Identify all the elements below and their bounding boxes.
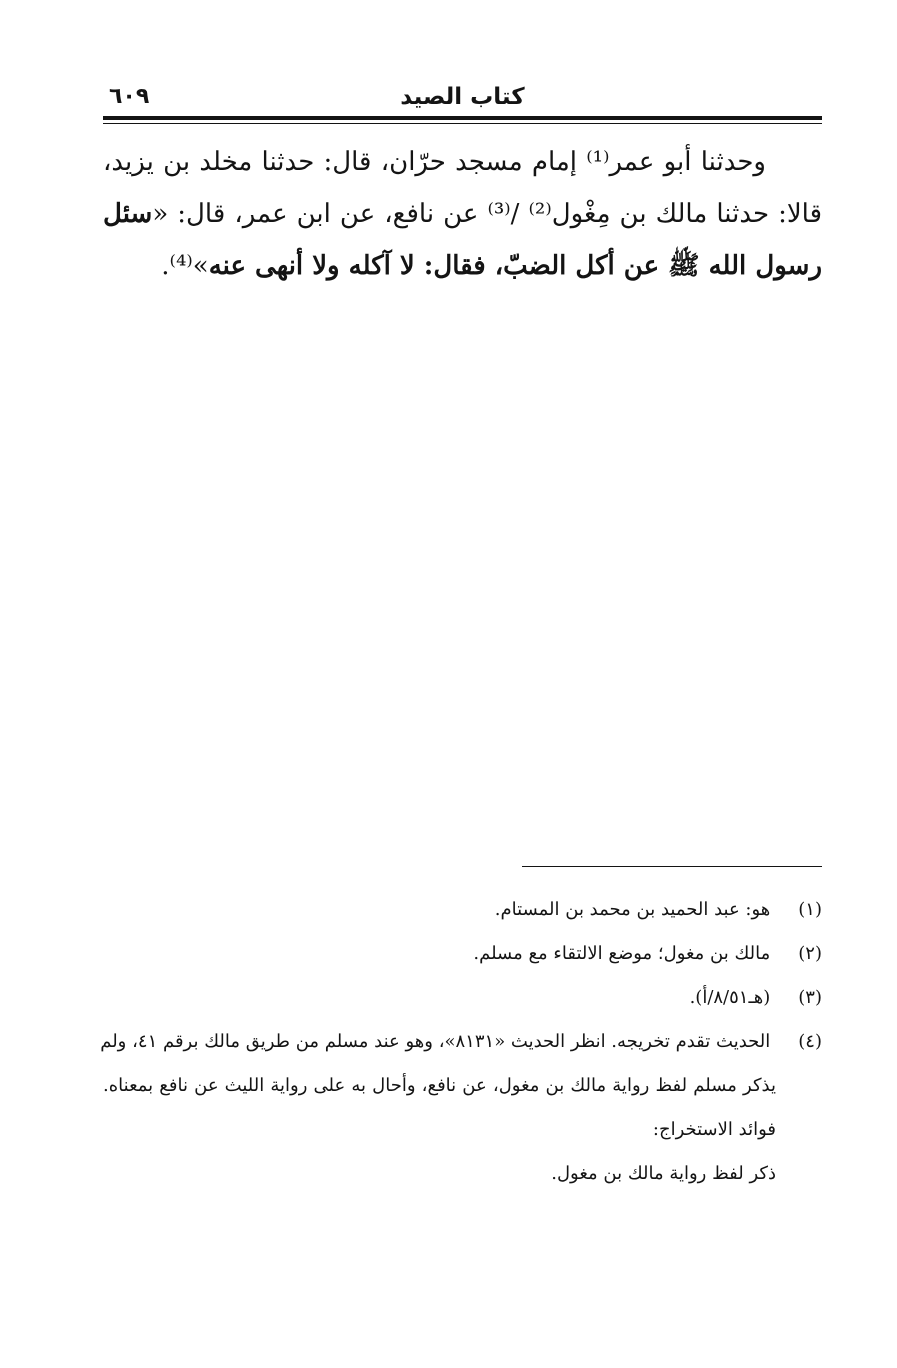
page-number: ٦٠٩ <box>109 84 150 109</box>
footnote-4-continuation-2: فوائد الاستخراج: <box>652 1119 776 1140</box>
footnote-4-continuation-3: ذكر لفظ رواية مالك بن مغول. <box>551 1163 776 1184</box>
header-rule-thick <box>103 116 822 120</box>
hadith-text: رسول الله ﷺ عن أكل الضبّ، فقال: لا آكله ولا أنهى عنه <box>208 251 822 281</box>
main-line-3-end: »⁽⁴⁾. <box>161 251 209 281</box>
footnote-text: هو: عبد الحميد بن محمد بن المستام. <box>494 899 771 920</box>
footnote-number: (٤) <box>798 1031 822 1052</box>
main-line-2-bold: سئل <box>103 199 153 229</box>
footnote-text: (هـ٨/٥١/أ). <box>689 987 771 1008</box>
main-line-3 <box>103 240 822 292</box>
main-line-2 <box>103 188 822 240</box>
footnote-3 <box>103 976 822 1020</box>
footnote-number: (٢) <box>798 943 822 964</box>
main-text <box>103 136 822 292</box>
footnote-text: الحديث تقدم تخريجه. انظر الحديث «٨١٣١»، وهو عند مسلم من طريق مالك برقم ٤١، ولم <box>100 1031 771 1052</box>
footnotes <box>100 888 822 1196</box>
footnote-4 <box>100 1020 822 1064</box>
main-line-1: وحدثنا أبو عمر⁽¹⁾ إمام مسجد حرّان، قال: حدثنا مخلد بن يزيد، <box>103 147 766 177</box>
page-header <box>103 80 822 120</box>
footnote-number: (١) <box>798 899 822 920</box>
footnote-text: مالك بن مغول؛ موضع الالتقاء مع مسلم. <box>473 943 771 964</box>
footnote-4-continuation-1: يذكر مسلم لفظ رواية مالك بن مغول، عن نافع، وأحال به على رواية الليث عن نافع بمعناه. <box>103 1075 776 1096</box>
main-line-2-plain: قالا: حدثنا مالك بن مِغْول⁽²⁾ /⁽³⁾ عن نافع، عن ابن عمر، قال: « <box>152 199 823 229</box>
footnote-2 <box>103 932 822 976</box>
header-rule-thin <box>103 123 822 124</box>
footnote-number: (٣) <box>798 987 822 1008</box>
chapter-title: كتاب الصيد <box>400 84 525 110</box>
footnote-1 <box>103 888 822 932</box>
footnote-separator <box>522 866 822 867</box>
